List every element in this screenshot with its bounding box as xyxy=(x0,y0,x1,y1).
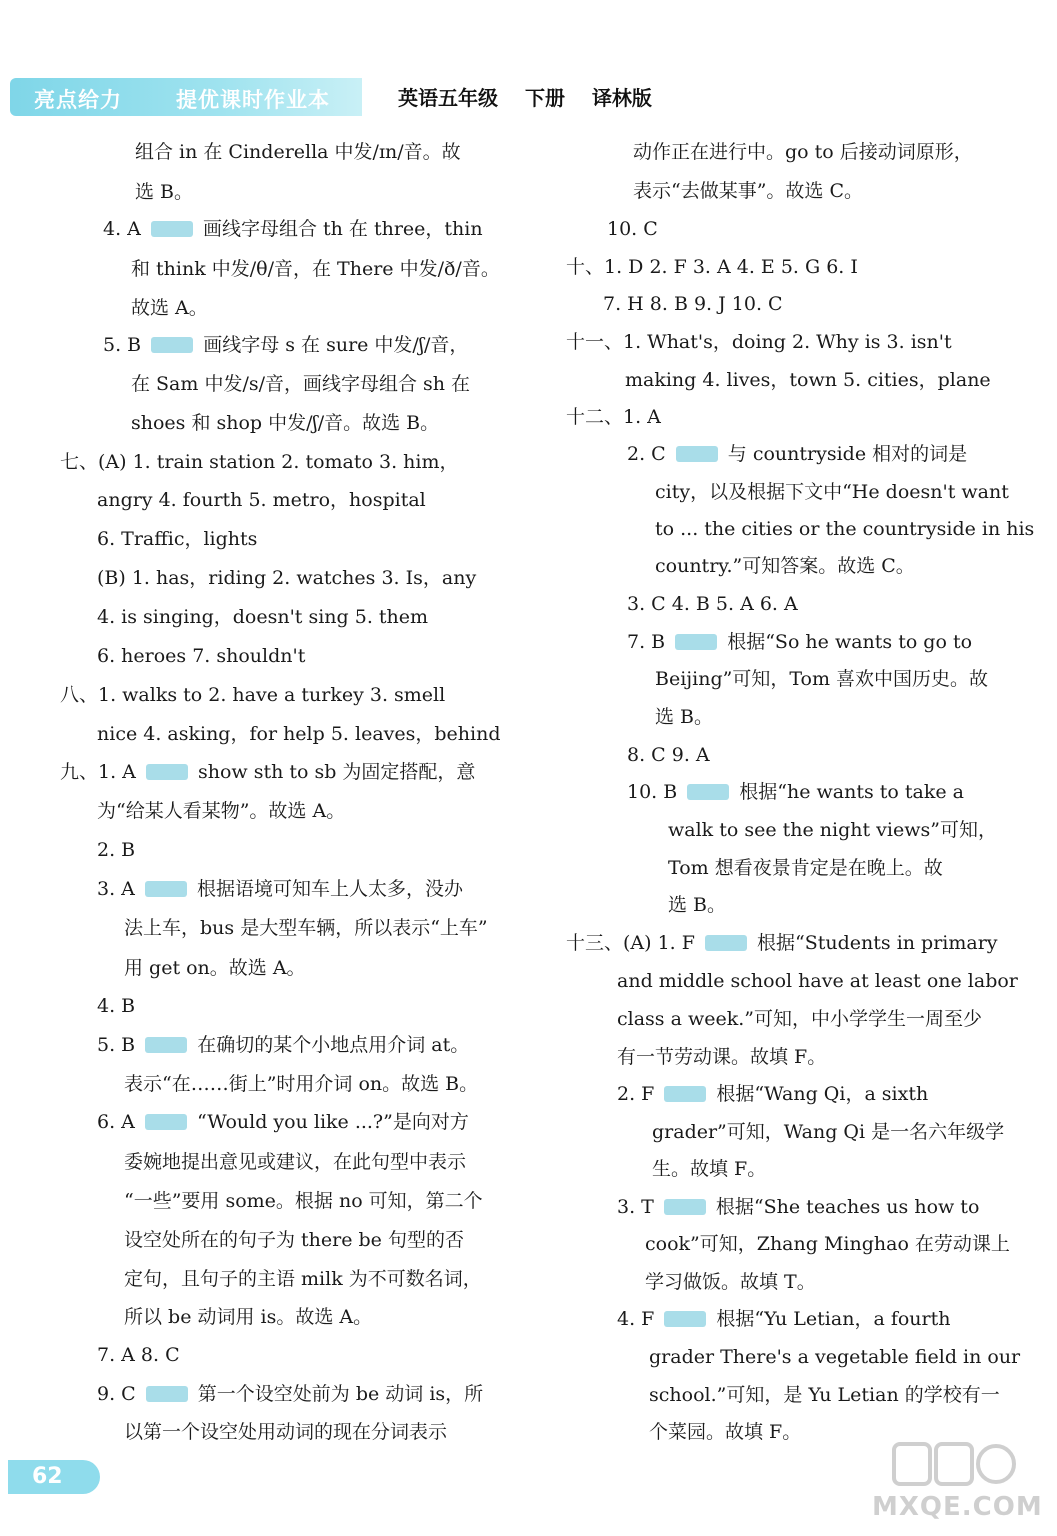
answer-line: 6. Traffic，lights xyxy=(97,528,258,550)
answer-line xyxy=(617,1307,950,1331)
answer-line xyxy=(97,1033,469,1057)
answer-number: 3. T xyxy=(617,1196,660,1218)
analysis-badge-icon xyxy=(145,1037,187,1053)
answer-number: 3. A xyxy=(97,878,141,900)
answer-line xyxy=(617,1195,979,1219)
header-banner xyxy=(10,78,362,116)
answer-line: nice 4. asking，for help 5. leaves，behind xyxy=(97,723,501,745)
analysis-badge-icon xyxy=(705,935,747,951)
answer-line: 8. C 9. A xyxy=(627,744,710,766)
answer-line: 7. H 8. B 9. J 10. C xyxy=(603,293,783,315)
analysis-text: 根据“So he wants to go to xyxy=(721,631,973,653)
analysis-badge-icon xyxy=(664,1199,706,1215)
answer-line xyxy=(566,931,998,955)
answer-line: 八、1. walks to 2. have a turkey 3. smell xyxy=(60,684,446,706)
analysis-badge-icon xyxy=(146,764,188,780)
answer-line: 选 B。 xyxy=(668,894,727,916)
answer-line xyxy=(103,217,483,241)
answer-line: shoes 和 shop 中发/ʃ/音。故选 B。 xyxy=(131,412,440,434)
answer-line: Tom 想看夜景肯定是在晚上。故 xyxy=(668,857,943,879)
answer-line xyxy=(627,780,964,804)
answer-line: 表示“去做某事”。故选 C。 xyxy=(633,180,864,202)
answer-line: walk to see the night views”可知， xyxy=(668,819,997,841)
watermark-text: MXQE.COM xyxy=(872,1492,1043,1522)
answer-line: 十、1. D 2. F 3. A 4. E 5. G 6. I xyxy=(566,256,858,278)
answer-line: 4. is singing，doesn't sing 5. them xyxy=(97,606,429,628)
volume-label: 下册 xyxy=(524,86,565,110)
answer-number: 9. C xyxy=(97,1383,142,1405)
answer-line: 7. A 8. C xyxy=(97,1344,180,1366)
answer-line: 生。故填 F。 xyxy=(652,1158,767,1180)
watermark xyxy=(850,1440,1043,1526)
answer-line xyxy=(60,760,475,784)
analysis-text: show sth to sb 为固定搭配，意 xyxy=(191,761,476,783)
answer-line xyxy=(627,442,967,466)
answer-number: 2. F xyxy=(617,1083,661,1105)
analysis-text: 画线字母组合 th 在 three，thin xyxy=(196,218,483,240)
answer-line: class a week.”可知，中小学学生一周至少 xyxy=(617,1008,982,1030)
answer-line: 选 B。 xyxy=(135,181,194,203)
analysis-text: 第一个设空处前为 be 动词 is，所 xyxy=(191,1383,484,1405)
analysis-badge-icon xyxy=(145,881,187,897)
answer-line: 个菜园。故填 F。 xyxy=(649,1421,802,1443)
watermark-logo-icon xyxy=(890,1440,1020,1490)
answer-line xyxy=(97,1382,483,1406)
answer-line: school.”可知，是 Yu Letian 的学校有一 xyxy=(649,1384,1000,1406)
answer-line: 十二、1. A xyxy=(566,406,661,428)
answer-line: cook”可知，Zhang Minghao 在劳动课上 xyxy=(645,1233,1010,1255)
answer-line: angry 4. fourth 5. metro，hospital xyxy=(97,489,426,511)
answer-line: 用 get on。故选 A。 xyxy=(124,957,306,979)
answer-line: 在 Sam 中发/s/音，画线字母组合 sh 在 xyxy=(131,373,471,395)
answer-line: 10. C xyxy=(607,218,658,240)
analysis-text: 在确切的某个小地点用介词 at。 xyxy=(191,1034,470,1056)
analysis-text: 根据“Students in primary xyxy=(750,932,998,954)
answer-line: 法上车，bus 是大型车辆，所以表示“上车” xyxy=(124,917,488,939)
answer-line: 为“给某人看某物”。故选 A。 xyxy=(97,800,346,822)
answer-line: 6. heroes 7. shouldn't xyxy=(97,645,306,667)
answer-line: 十一、1. What's，doing 2. Why is 3. isn't xyxy=(566,331,952,353)
analysis-badge-icon xyxy=(151,221,193,237)
analysis-text: “Would you like ...?”是向对方 xyxy=(190,1111,469,1133)
answer-line: country.”可知答案。故选 C。 xyxy=(655,555,915,577)
series-name: 提优课时作业本 xyxy=(176,88,330,112)
edition-label: 译林版 xyxy=(591,86,652,110)
analysis-text: 根据“She teaches us how to xyxy=(709,1196,980,1218)
analysis-text: 根据“he wants to take a xyxy=(733,781,964,803)
subject-label: 英语五年级 xyxy=(398,86,498,110)
answer-line: 委婉地提出意见或建议，在此句型中表示 xyxy=(124,1151,467,1173)
answer-number: 十三、(A) 1. F xyxy=(566,932,701,954)
answer-number: 10. B xyxy=(627,781,684,803)
book-info xyxy=(398,82,672,111)
answer-line: 学习做饭。故填 T。 xyxy=(645,1271,816,1293)
answer-line: 动作正在进行中。go to 后接动词原形， xyxy=(633,141,973,163)
answer-line xyxy=(97,1110,469,1134)
answer-line: to ... the cities or the countryside in his xyxy=(655,518,1035,540)
answer-line: “一些”要用 some。根据 no 可知，第二个 xyxy=(124,1190,483,1212)
answer-line: city，以及根据下文中“He doesn't want xyxy=(655,481,1009,503)
answer-line: 4. B xyxy=(97,995,136,1017)
answer-number: 5. B xyxy=(103,334,148,356)
analysis-badge-icon xyxy=(664,1086,706,1102)
answer-line: 定句，且句子的主语 milk 为不可数名词， xyxy=(124,1268,482,1290)
analysis-text: 与 countryside 相对的词是 xyxy=(721,443,968,465)
answer-line: grader”可知，Wang Qi 是一名六年级学 xyxy=(652,1121,1005,1143)
analysis-badge-icon xyxy=(664,1311,706,1327)
answer-number: 4. A xyxy=(103,218,147,240)
analysis-text: 根据“Wang Qi，a sixth xyxy=(710,1083,929,1105)
answer-line: 七、(A) 1. train station 2. tomato 3. him， xyxy=(60,451,459,473)
answer-line: 和 think 中发/θ/音，在 There 中发/ð/音。 xyxy=(131,258,500,280)
page-number-tab xyxy=(8,1460,100,1494)
answer-number: 2. C xyxy=(627,443,672,465)
answer-line: 选 B。 xyxy=(655,706,714,728)
analysis-badge-icon xyxy=(687,784,729,800)
analysis-badge-icon xyxy=(151,337,193,353)
answer-number: 6. A xyxy=(97,1111,141,1133)
answer-number: 7. B xyxy=(627,631,672,653)
answer-number: 九、1. A xyxy=(60,761,142,783)
answer-line: 所以 be 动词用 is。故选 A。 xyxy=(124,1306,373,1328)
answer-line: 3. C 4. B 5. A 6. A xyxy=(627,593,798,615)
answer-line xyxy=(617,1082,928,1106)
answer-line xyxy=(97,877,463,901)
analysis-badge-icon xyxy=(675,634,717,650)
answer-number: 5. B xyxy=(97,1034,142,1056)
brand-name: 亮点给力 xyxy=(34,88,122,112)
analysis-text: 根据“Yu Letian，a fourth xyxy=(710,1308,951,1330)
analysis-text: 根据语境可知车上人太多，没办 xyxy=(190,878,463,900)
analysis-text: 画线字母 s 在 sure 中发/ʃ/音， xyxy=(197,334,469,356)
answer-line xyxy=(103,333,468,357)
answer-line: 故选 A。 xyxy=(131,297,208,319)
answer-line: 有一节劳动课。故填 F。 xyxy=(617,1046,827,1068)
answer-line: 2. B xyxy=(97,839,136,861)
answer-line xyxy=(627,630,972,654)
answer-number: 4. F xyxy=(617,1308,661,1330)
answer-line: (B) 1. has，riding 2. watches 3. Is，any xyxy=(97,567,477,589)
answer-line: and middle school have at least one labor xyxy=(617,970,1018,992)
answer-line: 以第一个设空处用动词的现在分词表示 xyxy=(124,1421,448,1443)
answer-line: making 4. lives，town 5. cities，plane xyxy=(625,369,991,391)
answer-line: 组合 in 在 Cinderella 中发/ɪn/音。故 xyxy=(135,141,461,163)
answer-line: Beijing”可知，Tom 喜欢中国历史。故 xyxy=(655,668,989,690)
analysis-badge-icon xyxy=(145,1114,187,1130)
answer-line: 设空处所在的句子为 there be 句型的否 xyxy=(124,1229,464,1251)
page-number: 62 xyxy=(32,1464,63,1489)
analysis-badge-icon xyxy=(146,1386,188,1402)
answer-line: 表示“在……街上”时用介词 on。故选 B。 xyxy=(124,1073,479,1095)
analysis-badge-icon xyxy=(676,446,718,462)
answer-line: grader There's a vegetable field in our xyxy=(649,1346,1021,1368)
